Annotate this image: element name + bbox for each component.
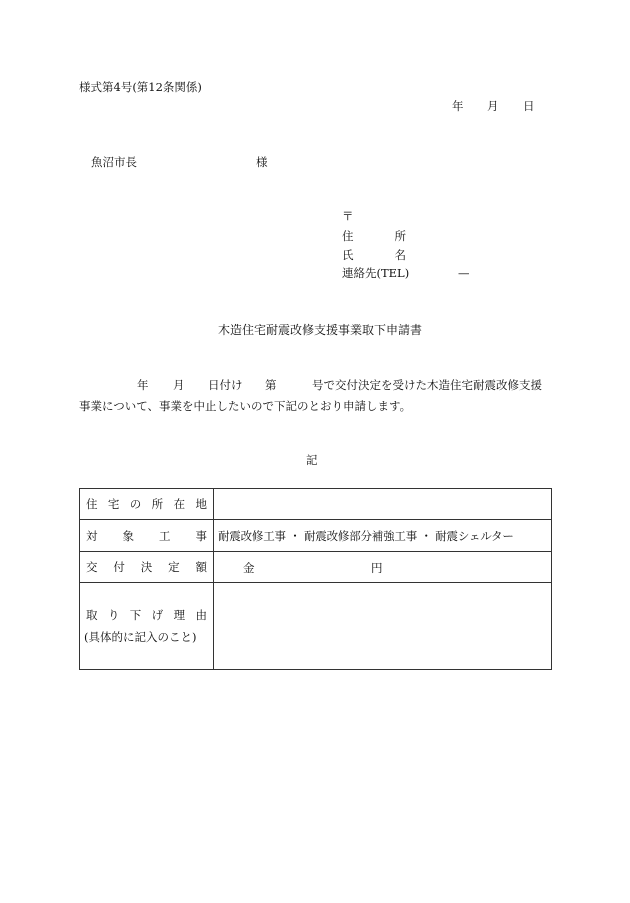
application-table (79, 488, 552, 670)
label-char: 所 (151, 497, 164, 511)
name-label-char: 名 (394, 248, 406, 262)
location-label (80, 489, 214, 520)
label-char: 由 (195, 608, 207, 622)
label-char: 地 (195, 497, 207, 511)
label-char: り (107, 608, 120, 622)
label-char: 取 (86, 608, 98, 622)
amount-yen: 円 (371, 561, 383, 575)
label-char: 交 (86, 560, 98, 574)
body-month: 月 (173, 378, 185, 392)
name-label (342, 250, 406, 262)
body-year: 年 (137, 378, 149, 392)
body-line-2: 事業について、事業を中止したいので下記のとおり申請します。 (79, 399, 412, 413)
body-dated: 日付け (208, 378, 243, 392)
label-char: 対 (86, 528, 98, 543)
addressee-mayor: 魚沼市長 (91, 155, 137, 169)
amount-label (80, 552, 214, 583)
document-title: 木造住宅耐震改修支援事業取下申請書 (218, 323, 423, 337)
label-char: 住 (86, 497, 98, 511)
date-month: 月 (487, 99, 499, 113)
label-char: 宅 (107, 497, 120, 511)
label-char: 定 (168, 560, 180, 574)
work-label (80, 520, 214, 552)
table-row-location (80, 489, 552, 520)
amount-value-field[interactable] (214, 552, 552, 583)
reason-value-field[interactable] (214, 583, 552, 670)
label-char: 額 (195, 560, 207, 574)
label-char: げ (151, 608, 164, 622)
label-char: 理 (173, 608, 186, 622)
ki-heading: 記 (306, 453, 318, 467)
label-char: 事 (195, 528, 207, 543)
label-char: の (129, 497, 142, 511)
label-char: 付 (113, 560, 125, 574)
label-char: 工 (159, 528, 171, 543)
address-label-char: 所 (394, 229, 406, 243)
date-day: 日 (523, 99, 535, 113)
body-number-prefix: 第 (265, 378, 277, 392)
name-label-char: 氏 (342, 248, 354, 262)
reason-note: (具体的に記入のこと) (84, 630, 197, 644)
form-number: 様式第4号(第12条関係) (79, 80, 202, 94)
address-label-char: 住 (342, 229, 354, 243)
amount-gold: 金 (243, 561, 255, 575)
table-row-work (80, 520, 552, 552)
label-char: 象 (122, 528, 134, 543)
address-label (342, 231, 406, 243)
work-options[interactable] (214, 520, 552, 552)
label-char: 決 (140, 560, 153, 574)
work-options-text: 耐震改修工事 ・ 耐震改修部分補強工事 ・ 耐震シェルター (218, 528, 514, 543)
contact-dash: — (458, 266, 470, 280)
body-line1-rest: 号で交付決定を受けた木造住宅耐震改修支援 (312, 378, 542, 392)
table-row-amount (80, 552, 552, 583)
body-line-1 (79, 380, 552, 394)
location-value-field[interactable] (214, 489, 552, 520)
contact-label: 連絡先(TEL) (342, 266, 410, 280)
addressee-honorific: 様 (256, 155, 268, 169)
label-char: 在 (173, 497, 186, 511)
label-char: 下 (129, 608, 142, 622)
date-year: 年 (452, 99, 464, 113)
postal-mark: 〒 (342, 209, 354, 223)
table-row-reason (80, 583, 552, 670)
reason-label (80, 583, 214, 670)
